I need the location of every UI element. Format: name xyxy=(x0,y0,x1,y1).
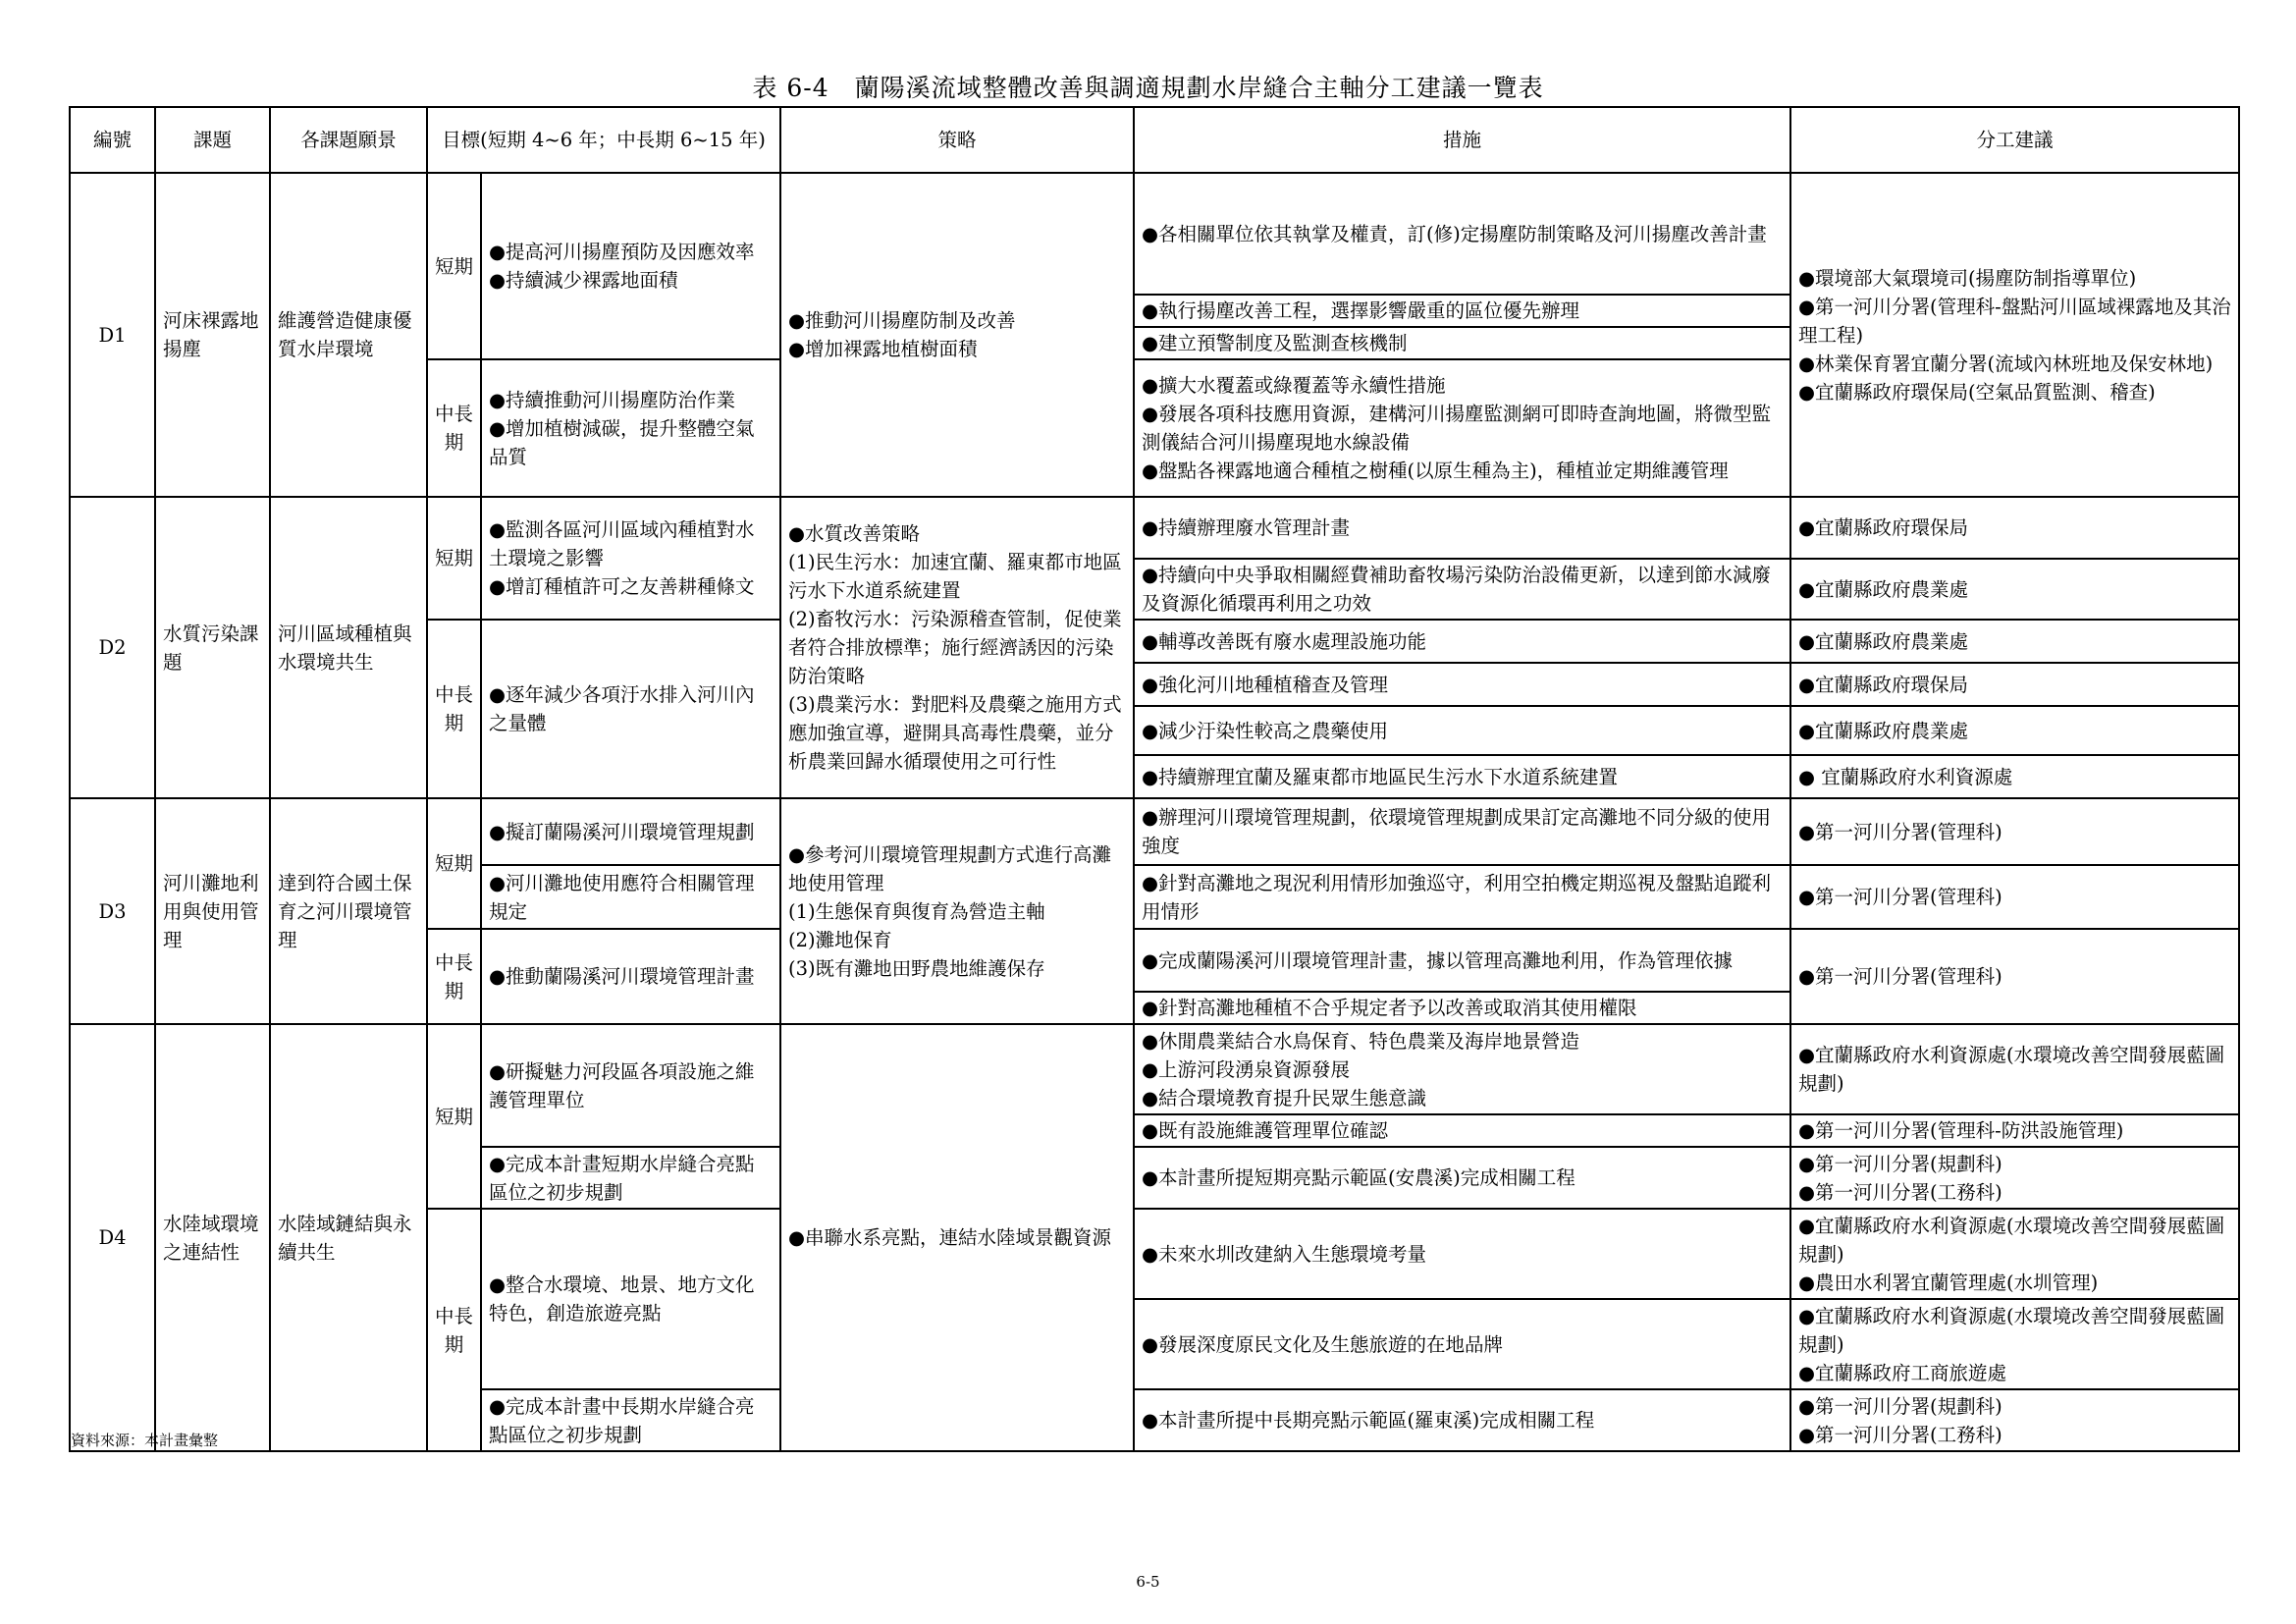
goal-cell: ●河川灘地使用應符合相關管理規定 xyxy=(481,865,780,929)
goal-cell: ●推動蘭陽溪河川環境管理計畫 xyxy=(481,929,780,1024)
header-code: 編號 xyxy=(70,107,155,173)
row-topic: 水質污染課題 xyxy=(155,497,270,798)
source-note: 資料來源：本計畫彙整 xyxy=(71,1432,219,1449)
strategy-item: (3)農業污水：對肥料及農藥之施用方式應加強宣導，避開具高毒性農藥，並分析農業回歸水循環使用之可行性 xyxy=(788,693,1122,773)
table-row xyxy=(70,1024,2239,1114)
division-cell: ●第一河川分署(管理科-防洪設施管理) xyxy=(1790,1114,2239,1147)
row-vision: 達到符合國土保育之河川環境管理 xyxy=(270,798,427,1024)
header-strategy: 策略 xyxy=(780,107,1134,173)
period-label: 中長期 xyxy=(427,929,481,1024)
period-label: 短期 xyxy=(427,798,481,929)
strategy-cell xyxy=(780,798,1134,1024)
measure-cell: ●持續辦理宜蘭及羅東都市地區民生污水下水道系統建置 xyxy=(1134,755,1790,798)
row-vision: 維護營造健康優質水岸環境 xyxy=(270,173,427,497)
division-cell: ● 宜蘭縣政府水利資源處 xyxy=(1790,755,2239,798)
goal-item: ●持續減少裸露地面積 xyxy=(489,269,678,292)
goal-cell: ●完成本計畫中長期水岸縫合亮點區位之初步規劃 xyxy=(481,1389,780,1451)
row-topic: 河床裸露地揚塵 xyxy=(155,173,270,497)
goal-item: ●增加植樹減碳，提升整體空氣品質 xyxy=(489,416,755,468)
goal-cell: ●整合水環境、地景、地方文化特色，創造旅遊亮點 xyxy=(481,1209,780,1389)
page-number: 6-5 xyxy=(1136,1573,1160,1591)
goal-cell: ●研擬魅力河段區各項設施之維護管理單位 xyxy=(481,1024,780,1147)
goal-item: ●逐年減少各項汙水排入河川內之量體 xyxy=(489,683,755,734)
measure-cell: ●針對高灘地之現況利用情形加強巡守，利用空拍機定期巡視及盤點追蹤利用情形 xyxy=(1134,865,1790,929)
measure-cell: ●減少汙染性較高之農藥使用 xyxy=(1134,706,1790,755)
row-vision: 水陸域鏈結與永續共生 xyxy=(270,1024,427,1451)
period-label: 短期 xyxy=(427,1024,481,1209)
period-label: 短期 xyxy=(427,497,481,620)
measure-cell: ●針對高灘地種植不合乎規定者予以改善或取消其使用權限 xyxy=(1134,992,1790,1024)
measure-cell: ●發展深度原民文化及生態旅遊的在地品牌 xyxy=(1134,1299,1790,1389)
table-row xyxy=(70,497,2239,559)
period-label: 中長期 xyxy=(427,1209,481,1451)
measure-cell: ●未來水圳改建納入生態環境考量 xyxy=(1134,1209,1790,1299)
header-goal: 目標(短期 4~6 年；中長期 6~15 年) xyxy=(427,107,780,173)
strategy-cell xyxy=(780,497,1134,798)
period-label: 中長期 xyxy=(427,620,481,798)
goal-item: ●監測各區河川區域內種植對水土環境之影響 xyxy=(489,518,755,569)
division-cell: ●宜蘭縣政府農業處 xyxy=(1790,620,2239,663)
division-cell: ●第一河川分署(管理科) xyxy=(1790,798,2239,865)
table-row xyxy=(70,173,2239,295)
row-code: D4 xyxy=(70,1024,155,1451)
measure-cell: ●持續向中央爭取相關經費補助畜牧場污染防治設備更新，以達到節水減廢及資源化循環再利用之功效 xyxy=(1134,559,1790,620)
division-item: ●環境部大氣環境司(揚塵防制指導單位) xyxy=(1798,266,2137,290)
row-topic: 河川灘地利用與使用管理 xyxy=(155,798,270,1024)
division-cell: ●宜蘭縣政府農業處 xyxy=(1790,559,2239,620)
division-cell: ●宜蘭縣政府水利資源處(水環境改善空間發展藍圖規劃) ●宜蘭縣政府工商旅遊處 xyxy=(1790,1299,2239,1389)
division-item: ●第一河川分署(管理科-盤點河川區域裸露地及其治理工程) xyxy=(1798,295,2231,347)
strategy-cell xyxy=(780,173,1134,497)
goal-cell: ●擬訂蘭陽溪河川環境管理規劃 xyxy=(481,798,780,865)
strategy-item: (2)畜牧污水：污染源稽查管制，促使業者符合排放標準；施行經濟誘因的污染防治策略 xyxy=(788,608,1122,687)
division-cell: ●第一河川分署(規劃科) ●第一河川分署(工務科) xyxy=(1790,1147,2239,1209)
row-topic: 水陸域環境之連結性 xyxy=(155,1024,270,1451)
header-row xyxy=(70,107,2239,173)
strategy-item: (1)民生污水：加速宜蘭、羅東都市地區污水下水道系統建置 xyxy=(788,551,1122,602)
division-cell: ●宜蘭縣政府農業處 xyxy=(1790,706,2239,755)
division-cell: ●第一河川分署(規劃科) ●第一河川分署(工務科) xyxy=(1790,1389,2239,1451)
measure-cell: ●休閒農業結合水鳥保育、特色農業及海岸地景營造 ●上游河段湧泉資源發展 ●結合環境教育提升民眾生態意識 xyxy=(1134,1024,1790,1114)
header-division: 分工建議 xyxy=(1790,107,2239,173)
strategy-item: ●推動河川揚塵防制及改善 xyxy=(788,309,1016,332)
goal-item: ●提高河川揚塵預防及因應效率 xyxy=(489,241,755,263)
table-row xyxy=(70,798,2239,865)
division-item: ●宜蘭縣政府環保局(空氣品質監測、稽查) xyxy=(1798,380,2156,404)
strategy-item: (3)既有灘地田野農地維護保存 xyxy=(788,956,1045,980)
division-cell: ●宜蘭縣政府水利資源處(水環境改善空間發展藍圖規劃) xyxy=(1790,1024,2239,1114)
header-measures: 措施 xyxy=(1134,107,1790,173)
measure-cell: ●本計畫所提中長期亮點示範區(羅東溪)完成相關工程 xyxy=(1134,1389,1790,1451)
division-cell: ●宜蘭縣政府環保局 xyxy=(1790,497,2239,559)
measure-cell: ●輔導改善既有廢水處理設施功能 xyxy=(1134,620,1790,663)
measure-cell: ●各相關單位依其執掌及權責，訂(修)定揚塵防制策略及河川揚塵改善計畫 xyxy=(1134,173,1790,295)
division-cell: ●第一河川分署(管理科) xyxy=(1790,929,2239,1024)
measure-cell: ●既有設施維護管理單位確認 xyxy=(1134,1114,1790,1147)
row-code: D3 xyxy=(70,798,155,1024)
division-item: ●林業保育署宜蘭分署(流域內林班地及保安林地) xyxy=(1798,352,2214,375)
strategy-item: (2)灘地保育 xyxy=(788,928,892,951)
row-code: D2 xyxy=(70,497,155,798)
measure-cell: ●本計畫所提短期亮點示範區(安農溪)完成相關工程 xyxy=(1134,1147,1790,1209)
division-cell xyxy=(1790,173,2239,497)
strategy-item: ●水質改善策略 xyxy=(788,522,921,545)
measure-cell: ●強化河川地種植稽查及管理 xyxy=(1134,663,1790,706)
goal-cell xyxy=(481,497,780,620)
measure-cell: ●完成蘭陽溪河川環境管理計畫，據以管理高灘地利用，作為管理依據 xyxy=(1134,929,1790,992)
division-table xyxy=(69,106,2240,1452)
goal-cell: ●完成本計畫短期水岸縫合亮點區位之初步規劃 xyxy=(481,1147,780,1209)
division-cell: ●宜蘭縣政府水利資源處(水環境改善空間發展藍圖規劃) ●農田水利署宜蘭管理處(水圳管理) xyxy=(1790,1209,2239,1299)
measure-cell: ●執行揚塵改善工程，選擇影響嚴重的區位優先辦理 xyxy=(1134,295,1790,327)
period-label: 短期 xyxy=(427,173,481,359)
strategy-item: ●增加裸露地植樹面積 xyxy=(788,338,978,360)
row-vision: 河川區域種植與水環境共生 xyxy=(270,497,427,798)
header-topic: 課題 xyxy=(155,107,270,173)
goal-cell xyxy=(481,620,780,798)
measure-cell: ●辦理河川環境管理規劃，依環境管理規劃成果訂定高灘地不同分級的使用強度 xyxy=(1134,798,1790,865)
goal-item: ●持續推動河川揚塵防治作業 xyxy=(489,388,736,411)
strategy-item: ●參考河川環境管理規劃方式進行高灘地使用管理 xyxy=(788,842,1112,894)
strategy-cell: ●串聯水系亮點，連結水陸域景觀資源 xyxy=(780,1024,1134,1451)
measure-cell: ●建立預警制度及監測查核機制 xyxy=(1134,327,1790,359)
measure-cell: ●持續辦理廢水管理計畫 xyxy=(1134,497,1790,559)
strategy-item: (1)生態保育與復育為營造主軸 xyxy=(788,899,1045,923)
goal-item: ●增訂種植許可之友善耕種條文 xyxy=(489,575,755,598)
table-title: 表 6-4 蘭陽溪流域整體改善與調適規劃水岸縫合主軸分工建議一覽表 xyxy=(752,74,1544,102)
measure-cell: ●擴大水覆蓋或綠覆蓋等永續性措施 ●發展各項科技應用資源，建構河川揚塵監測網可即時查詢地圖，將微型監測儀結合河川揚塵現地水線設備 ●盤點各裸露地適合種植之樹種(以原生種為主)，種植並定期維護管理 xyxy=(1134,359,1790,497)
goal-cell xyxy=(481,359,780,497)
division-cell: ●宜蘭縣政府環保局 xyxy=(1790,663,2239,706)
header-vision: 各課題願景 xyxy=(270,107,427,173)
division-cell: ●第一河川分署(管理科) xyxy=(1790,865,2239,929)
period-label: 中長期 xyxy=(427,359,481,497)
row-code: D1 xyxy=(70,173,155,497)
goal-cell xyxy=(481,173,780,359)
